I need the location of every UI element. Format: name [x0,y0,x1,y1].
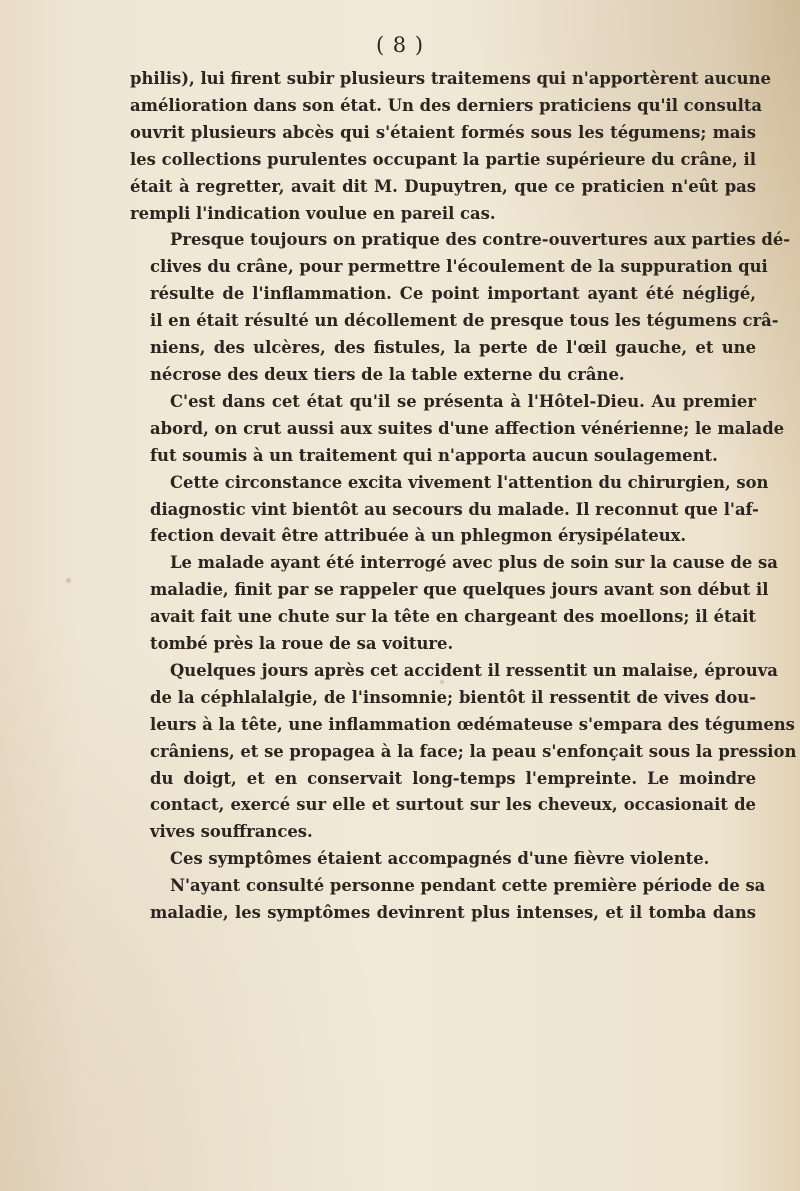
paragraph [130,873,766,927]
text-line: fut soumis à un traitement qui n'apporta aucun soulagement. [150,445,718,465]
text-line: fection devait être attribuée à un phlegmon érysipélateux. [150,526,687,546]
text-line: il en était résulté un décollement de presque tous les tégumens crâ- [150,311,779,331]
text-line: ouvrit plusieurs abcès qui s'étaient formés sous les tégumens; mais [130,122,756,142]
text-line: du doigt, et en conservait long-temps l'empreinte. Le moindre [150,768,756,788]
text-line: amélioration dans son état. Un des derniers praticiens qu'il consulta [130,95,763,115]
text-line: Ces symptômes étaient accompagnés d'une fièvre violente. [170,849,710,869]
paragraph [130,389,785,470]
text-line: de la céphlalalgie, de l'insomnie; bientôt il ressentit de vives dou- [150,687,756,707]
paragraph [130,470,769,551]
text-line: contact, exercé sur elle et surtout sur les cheveux, occasionait de [150,795,756,815]
text-line: philis), lui firent subir plusieurs traitemens qui n'apportèrent aucune [130,69,771,88]
paragraph [130,658,797,846]
text-line: abord, on crut aussi aux suites d'une affection vénérienne; le malade [150,418,785,438]
text-line: Presque toujours on pratique des contre-ouvertures aux parties dé- [170,230,791,250]
text-line: résulte de l'inflammation. Ce point important ayant été négligé, [150,284,756,304]
text-line: Cette circonstance excita vivement l'attention du chirurgien, son [170,472,769,492]
text-line: tombé près la roue de sa voiture. [150,634,454,654]
text-line: les collections purulentes occupant la partie supérieure du crâne, il [130,149,756,169]
body-text [130,66,797,927]
paragraph [130,66,771,227]
text-line: crâniens, et se propagea à la face; la peau s'enfonçait sous la pression [150,741,797,761]
text-line: nécrose des deux tiers de la table externe du crâne. [150,364,625,384]
text-line: Le malade ayant été interrogé avec plus de soin sur la cause de sa [170,553,778,573]
text-line: diagnostic vint bientôt au secours du malade. Il reconnut que l'af- [150,499,759,519]
text-line: niens, des ulcères, des fistules, la perte de l'œil gauche, et une [150,338,756,358]
text-line: maladie, les symptômes devinrent plus intenses, et il tomba dans [150,903,756,923]
text-line: leurs à la tête, une inflammation œdémateuse s'empara des tégumens [150,714,795,734]
paragraph [130,846,756,873]
paragraph [130,227,791,388]
page-number: ( 8 ) [375,33,425,57]
text-line: vives souffrances. [150,822,313,842]
text-line: maladie, finit par se rappeler que quelques jours avant son début il [150,580,769,600]
text-line: N'ayant consulté personne pendant cette première période de sa [170,876,766,896]
text-line: clives du crâne, pour permettre l'écoulement de la suppuration qui [150,257,768,277]
paragraph [130,550,778,658]
text-line: C'est dans cet état qu'il se présenta à l'Hôtel-Dieu. Au premier [170,391,756,411]
text-line: rempli l'indication voulue en pareil cas. [130,203,496,223]
text-line: avait fait une chute sur la tête en chargeant des moellons; il était [150,607,756,627]
text-line: était à regretter, avait dit M. Dupuytren, que ce praticien n'eût pas [130,176,756,196]
ink-spot [66,578,71,583]
text-line: Quelques jours après cet accident il ressentit un malaise, éprouva [170,660,778,680]
